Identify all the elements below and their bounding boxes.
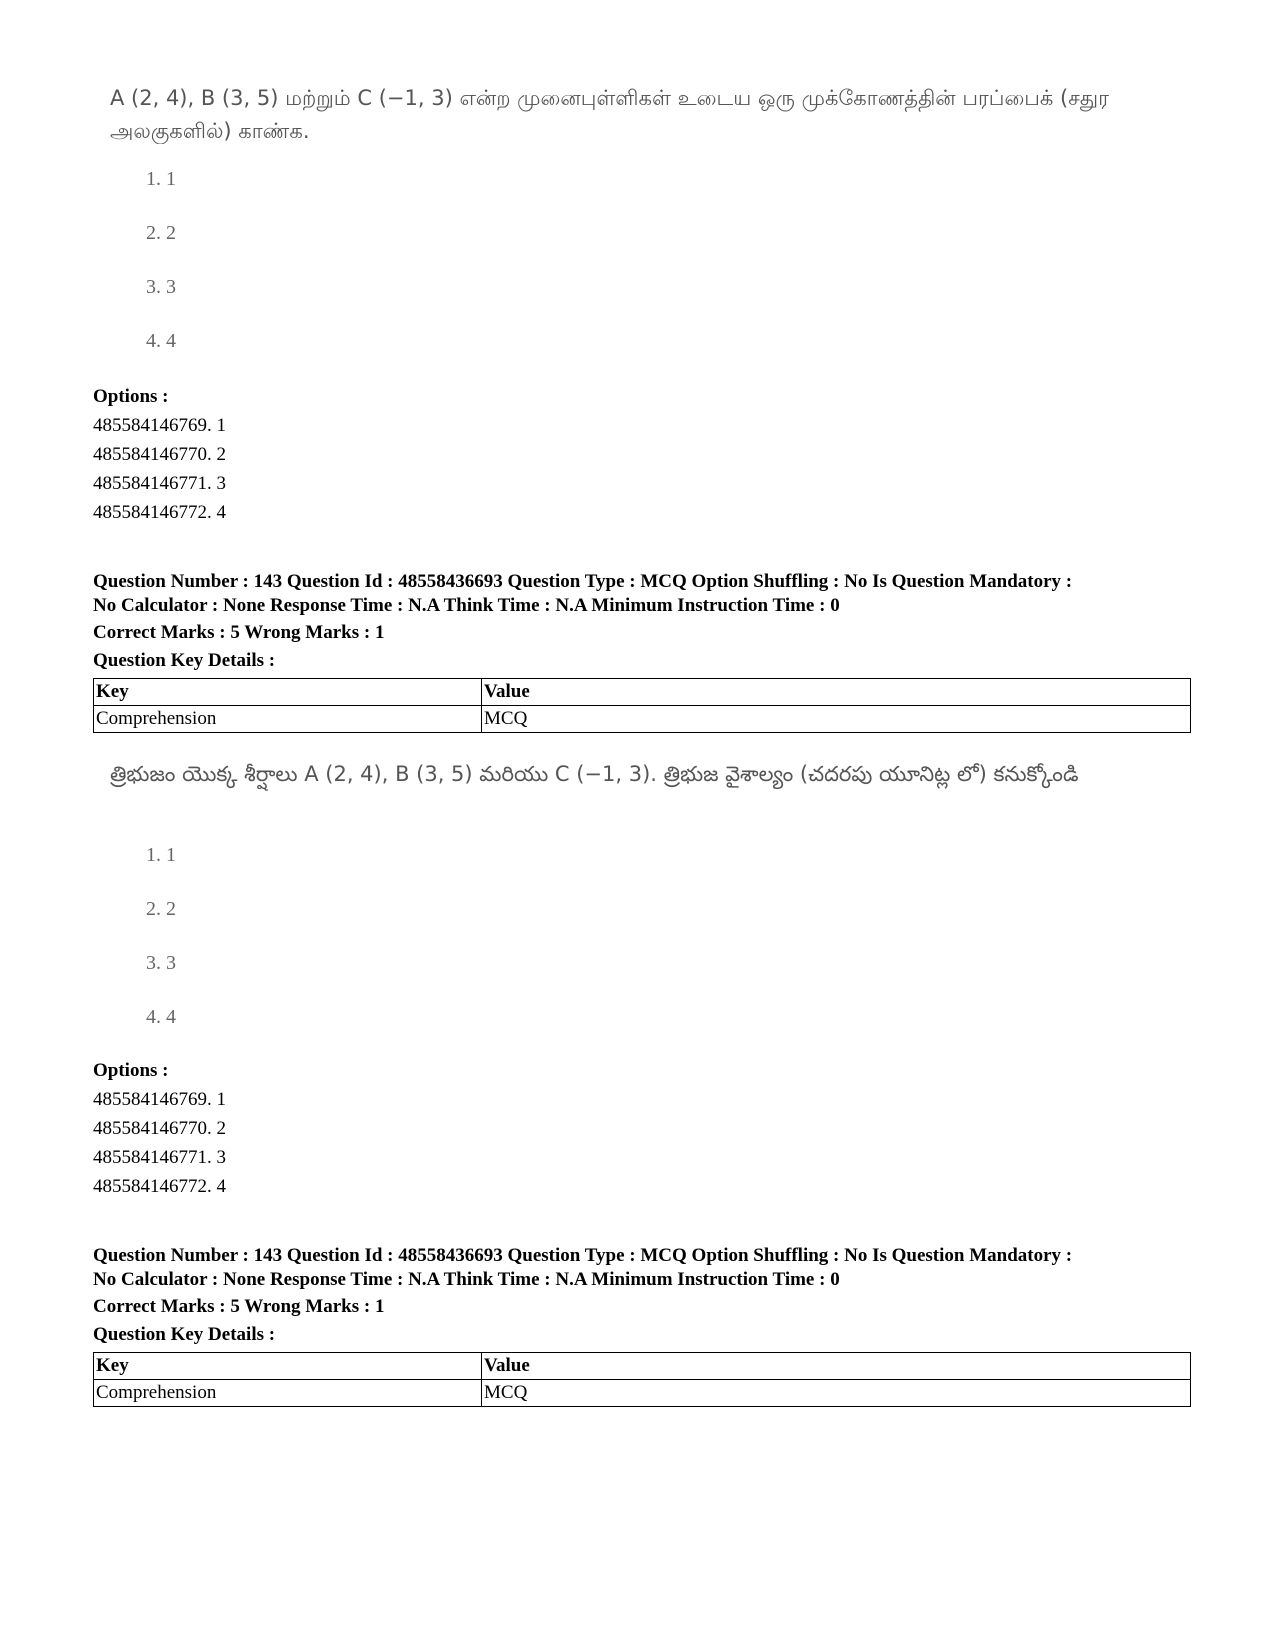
- question-image-option: 4. 4: [146, 330, 176, 352]
- table-row: [94, 706, 1191, 733]
- table-header-cell: Key: [94, 1353, 482, 1380]
- table-cell: Comprehension: [94, 1380, 482, 1407]
- question-text: A (2, 4), B (3, 5) மற்றும் C (−1, 3) என்ற முனைபுள்ளிகள் உடைய ஒரு முக்கோணத்தின் பரப்பைக் (சதுர அலகுகளில்) காண்க.: [110, 86, 1109, 143]
- question-image-option: 2. 2: [146, 222, 176, 244]
- table-cell: MCQ: [482, 1380, 1191, 1407]
- option-item: 485584146772. 4: [93, 1176, 226, 1197]
- metadata-line: No Calculator : None Response Time : N.A Think Time : N.A Minimum Instruction Time : 0: [93, 595, 840, 616]
- options-list: [93, 1056, 226, 1201]
- table-row: [94, 1380, 1191, 1407]
- question-image-option: 1. 1: [146, 844, 176, 866]
- option-item: 485584146770. 2: [93, 444, 226, 465]
- key-details-table: [93, 678, 1191, 733]
- metadata-line: No Calculator : None Response Time : N.A Think Time : N.A Minimum Instruction Time : 0: [93, 1269, 840, 1290]
- question-image-option: 4. 4: [146, 1006, 176, 1028]
- question-metadata: [93, 570, 1193, 618]
- question-image-option: 3. 3: [146, 952, 176, 974]
- question-image-option: 2. 2: [146, 898, 176, 920]
- option-item: 485584146771. 3: [93, 1147, 226, 1168]
- table-cell: Comprehension: [94, 706, 482, 733]
- option-item: 485584146771. 3: [93, 473, 226, 494]
- key-details-title: Question Key Details :: [93, 1324, 276, 1345]
- question-image-option: 3. 3: [146, 276, 176, 298]
- option-item: 485584146770. 2: [93, 1118, 226, 1139]
- marks-line: Correct Marks : 5 Wrong Marks : 1: [93, 1296, 385, 1317]
- option-item: 485584146769. 1: [93, 415, 226, 436]
- option-item: 485584146772. 4: [93, 502, 226, 523]
- table-header-row: [94, 1353, 1191, 1380]
- question-text: త్రిభుజం యొక్క శీర్షాలు A (2, 4), B (3, 5) మరియు C (−1, 3). త్రిభుజ వైశాల్యం (చదరపు యూనిట్ల లో) కనుక్కోండి: [110, 762, 1079, 786]
- key-details-title: Question Key Details :: [93, 650, 276, 671]
- question-image-tamil: [110, 82, 1160, 352]
- metadata-line: Question Number : 143 Question Id : 48558436693 Question Type : MCQ Option Shuffling : No Is Question Mandatory :: [93, 1245, 1073, 1266]
- question-image-telugu: [110, 758, 1160, 1028]
- key-details-table: [93, 1352, 1191, 1407]
- options-title: Options :: [93, 1060, 169, 1081]
- question-metadata: [93, 1244, 1193, 1292]
- marks-line: Correct Marks : 5 Wrong Marks : 1: [93, 622, 385, 643]
- table-header-cell: Value: [482, 1353, 1191, 1380]
- table-cell: MCQ: [482, 706, 1191, 733]
- options-list: [93, 382, 226, 527]
- table-header-cell: Value: [482, 679, 1191, 706]
- option-item: 485584146769. 1: [93, 1089, 226, 1110]
- options-title: Options :: [93, 386, 169, 407]
- question-image-option: 1. 1: [146, 168, 176, 190]
- metadata-line: Question Number : 143 Question Id : 48558436693 Question Type : MCQ Option Shuffling : No Is Question Mandatory :: [93, 571, 1073, 592]
- table-header-cell: Key: [94, 679, 482, 706]
- table-header-row: [94, 679, 1191, 706]
